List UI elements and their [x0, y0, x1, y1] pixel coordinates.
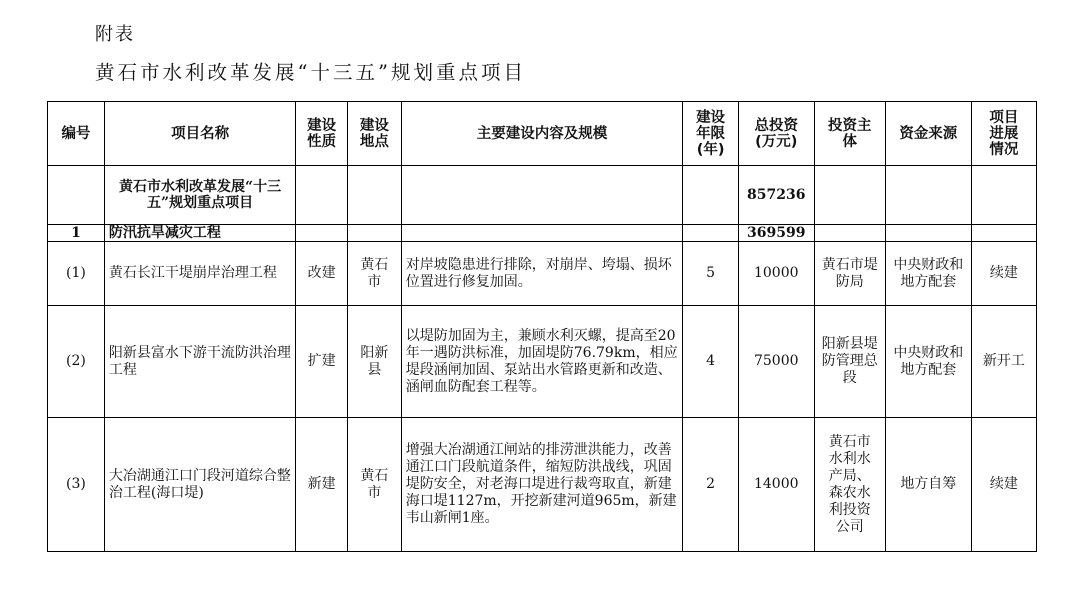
header-location: 建设 地点: [347, 102, 401, 166]
row-number: (1): [48, 242, 105, 306]
row-project-name: 黄石长江干堤崩岸治理工程: [104, 242, 295, 306]
header-investor: 投资主 体: [814, 102, 885, 166]
row-funding: 中央财政和地方配套: [885, 306, 971, 418]
row-investment: 14000: [739, 418, 815, 552]
category-investment: 369599: [739, 225, 815, 242]
header-progress: 项目 进展 情况: [971, 102, 1036, 166]
row-funding: 地方自筹: [885, 418, 971, 552]
total-row: [48, 166, 1037, 225]
category-name: 防汛抗旱减灾工程: [104, 225, 295, 242]
row-content: 以堤防加固为主，兼顾水利灭螺，提高至20年一遇防洪标准，加固堤防76.79km，相应堤段涵闸加固、泵站出水管路更新和改造、涵闸血防配套工程等。: [401, 306, 682, 418]
row-number: (2): [48, 306, 105, 418]
row-number: (3): [48, 418, 105, 552]
header-project-name: 项目名称: [104, 102, 295, 166]
document-title: 黄石市水利改革发展“十三五”规划重点项目: [95, 61, 526, 84]
row-location: 黄石市: [347, 418, 401, 552]
row-nature: 扩建: [296, 306, 348, 418]
header-years: 建设 年限 (年): [683, 102, 739, 166]
header-investment: 总投资 (万元): [739, 102, 815, 166]
header-funding: 资金来源: [885, 102, 971, 166]
row-investor: 黄石市堤防局: [814, 242, 885, 306]
row-years: 5: [683, 242, 739, 306]
row-years: 4: [683, 306, 739, 418]
row-nature: 新建: [296, 418, 348, 552]
category-number: 1: [48, 225, 105, 242]
table-row: [48, 418, 1037, 552]
attachment-label: 附表: [95, 24, 135, 45]
row-progress: 续建: [971, 242, 1036, 306]
category-row: [48, 225, 1037, 242]
header-content: 主要建设内容及规模: [401, 102, 682, 166]
row-funding: 中央财政和地方配套: [885, 242, 971, 306]
row-content: 对岸坡隐患进行排除，对崩岸、垮塌、损坏位置进行修复加固。: [401, 242, 682, 306]
row-location: 阳新县: [347, 306, 401, 418]
row-investment: 75000: [739, 306, 815, 418]
row-years: 2: [683, 418, 739, 552]
table-row: [48, 242, 1037, 306]
total-name: 黄石市水利改革发展“十三五”规划重点项目: [104, 166, 295, 225]
row-progress: 新开工: [971, 306, 1036, 418]
row-nature: 改建: [296, 242, 348, 306]
total-investment: 857236: [739, 166, 815, 225]
header-row: [48, 102, 1037, 166]
project-table: [47, 101, 1037, 552]
row-location: 黄石市: [347, 242, 401, 306]
row-investor: 黄石市水利水产局、森农水利投资公司: [814, 418, 885, 552]
row-investor: 阳新县堤防管理总段: [814, 306, 885, 418]
row-content: 增强大冶湖通江闸站的排涝泄洪能力，改善通江口门段航道条件，缩短防洪战线，巩固堤防安全，对老海口堤进行裁弯取直，新建海口堤1127m，开挖新建河道965m，新建韦山新闸1座。: [401, 418, 682, 552]
row-investment: 10000: [739, 242, 815, 306]
row-progress: 续建: [971, 418, 1036, 552]
row-project-name: 阳新县富水下游干流防洪治理工程: [104, 306, 295, 418]
table-row: [48, 306, 1037, 418]
header-nature: 建设 性质: [296, 102, 348, 166]
header-number: 编号: [48, 102, 105, 166]
row-project-name: 大冶湖通江口门段河道综合整治工程(海口堤): [104, 418, 295, 552]
